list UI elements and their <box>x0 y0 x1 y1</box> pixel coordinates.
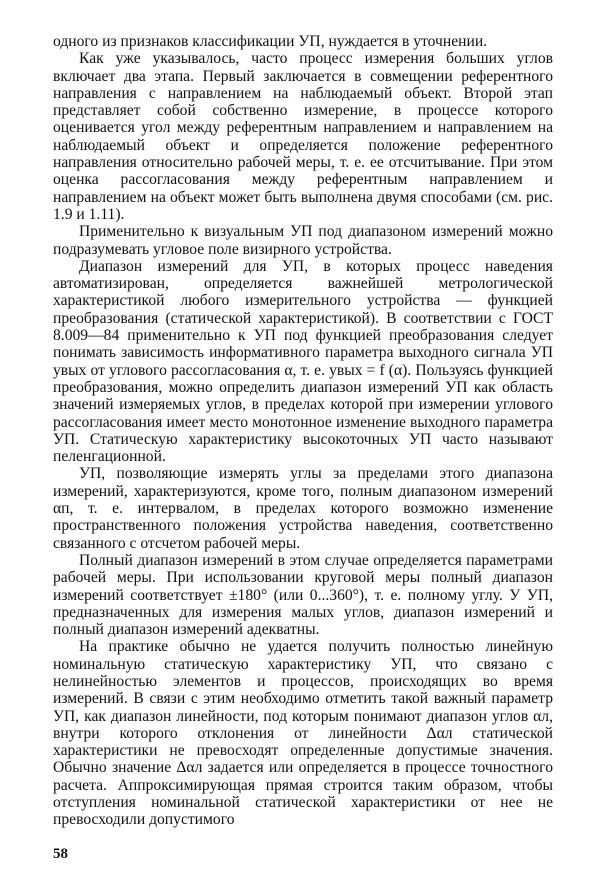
paragraph-full-range: УП, позволяющие измерять углы за пределами этого диапазона измерений, характеризуются, кроме того, полным диапазоном измерений αп, т. е. интервалом, в пределах которого возможно изменение пространственного положения устройства наведения, соответственно связанного с отсчетом рабочей меры. <box>53 465 553 552</box>
page-body <box>53 33 553 829</box>
paragraph-transfer-function: Диапазон измерений для УП, в которых процесс наведения автоматизирован, определяется важнейшей метрологической характеристикой любого измерительного устройства — функцией преобразования (статической характеристикой). В соответствии с ГОСТ 8.009—84 применительно к УП под функцией преобразования следует понимать зависимость информативного параметра выходного сигнала УП yвых от углового рассогласования α, т. е. yвых = f (α). Пользуясь функцией преобразования, можно определить диапазон измерений УП как область значений измеряемых углов, в пределах которой при измерении углового рассогласования имеет место монотонное изменение выходного параметра УП. Статическую характеристику высокоточных УП часто называют пеленгационной. <box>53 257 553 466</box>
page-number: 58 <box>53 846 68 862</box>
paragraph-visual-range: Применительно к визуальным УП под диапазоном измерений можно подразумевать угловое поле визирного устройства. <box>53 223 553 258</box>
paragraph-measurement-stages: Как уже указывалось, часто процесс измерения больших углов включает два этапа. Первый заключается в совмещении референтного направления с направлением на наблюдаемый объект. Второй этап представляет собой собственно измерение, в процессе которого оценивается угол между референтным направлением и направлением на наблюдаемый объект и определяется положение референтного направления относительно рабочей меры, т. е. ее отсчитывание. При этом оценка рассогласования между референтным направлением и направлением на объект может быть выполнена двумя способами (см. рис. 1.9 и 1.11). <box>53 50 553 223</box>
paragraph-linearity-range: На практике обычно не удается получить полностью линейную номинальную статическую характеристику УП, что связано с нелинейностью элементов и процессов, происходящих во время измерений. В связи с этим необходимо отметить такой важный параметр УП, как диапазон линейности, под которым понимают диапазон углов αл, внутри которого отклонения от линейности Δαл статической характеристики не превосходят определенные допустимые значения. Обычно значение Δαл задается или определяется в процессе точностного расчета. Аппроксимирующая прямая строится таким образом, чтобы отступления номинальной статической характеристики от нее не превосходили допустимого <box>53 638 553 829</box>
paragraph-continuation: одного из признаков классификации УП, нуждается в уточнении. <box>53 33 488 50</box>
paragraph-circular-measure: Полный диапазон измерений в этом случае определяется параметрами рабочей меры. При использовании круговой меры полный диапазон измерений соответствует ±180° (или 0...360°), т. е. полному углу. У УП, предназначенных для измерения малых углов, диапазон измерений и полный диапазон измерений адекватны. <box>53 551 553 639</box>
